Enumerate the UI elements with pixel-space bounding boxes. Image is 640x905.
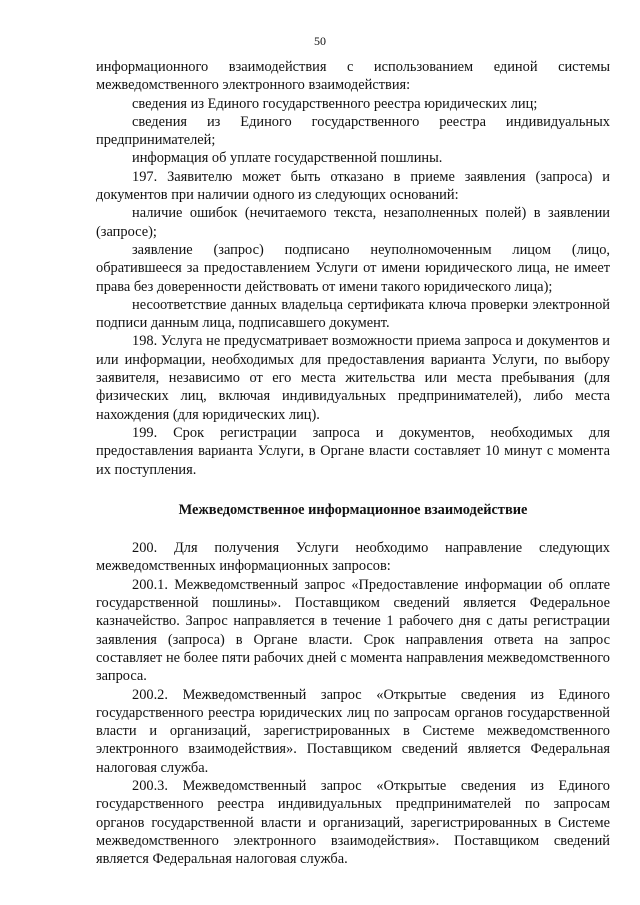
paragraph: информация об уплате государственной пошлины. [132,150,443,167]
paragraph: 199. Срок регистрации запроса и документов, необходимых для предоставления варианта Услуги, в Органе власти составляет 10 минут с момента их поступления. [96,424,610,478]
section-heading: Межведомственное информационное взаимодействие [178,501,528,518]
paragraph: сведения из Единого государственного реестра юридических лиц; [132,95,538,112]
paragraph: сведения из Единого государственного реестра индивидуальных предпринимателей; [96,113,610,149]
paragraph: наличие ошибок (нечитаемого текста, незаполненных полей) в заявлении (запросе); [96,205,610,240]
paragraph: 200.3. Межведомственный запрос «Открытые сведения из Единого государственного реестра индивидуальных предпринимателей по запросам органов государственной власти и организаций, зарегистрированных в Системе межведомственного электронного взаимодействия». Поставщиком сведений является Федеральная налоговая служба. [96,777,610,868]
document-body [96,58,610,868]
paragraphs-after-heading [96,539,610,868]
paragraph: 197. Заявителю может быть отказано в приеме заявления (запроса) и документов при наличии одного из следующих оснований: [96,168,610,204]
paragraph: информационного взаимодействия с использованием единой системы межведомственного электронного взаимодействия: [96,59,610,94]
paragraph: 198. Услуга не предусматривает возможности приема запроса и документов и или информации, необходимых для предоставления варианта Услуги, по выбору заявителя, независимо от его места жительства или места пребывания (для физических лиц, включая индивидуальных предпринимателей), либо места нахождения (для юридических лиц). [96,333,610,423]
paragraph: 200. Для получения Услуги необходимо направление следующих межведомственных информационных запросов: [96,540,610,575]
paragraph: 200.1. Межведомственный запрос «Предоставление информации об оплате государственной пошлины». Поставщиком сведений является Федеральное казначейство. Запрос направляется в течение 1 рабочего дня с даты регистрации заявления (запроса) в Органе власти. Срок направления ответа на запрос составляет не более пяти рабочих дней с момента направления межведомственного запроса. [96,576,610,685]
paragraph: заявление (запрос) подписано неуполномоченным лицом (лицо, обратившееся за предоставлением Услуги от имени юридического лица, не имеет права без доверенности действовать от имени такого юридического лица); [96,241,610,295]
paragraph: несоответствие данных владельца сертификата ключа проверки электронной подписи данным лица, подписавшего документ. [96,296,610,332]
paragraph: 200.2. Межведомственный запрос «Открытые сведения из Единого государственного реестра юридических лиц по запросам органов государственной власти и организаций, зарегистрированных в Системе межведомственного электронного взаимодействия». Поставщиком сведений является Федеральная налоговая служба. [96,686,610,776]
paragraphs-before-heading [96,58,610,479]
page-number: 50 [314,34,326,48]
